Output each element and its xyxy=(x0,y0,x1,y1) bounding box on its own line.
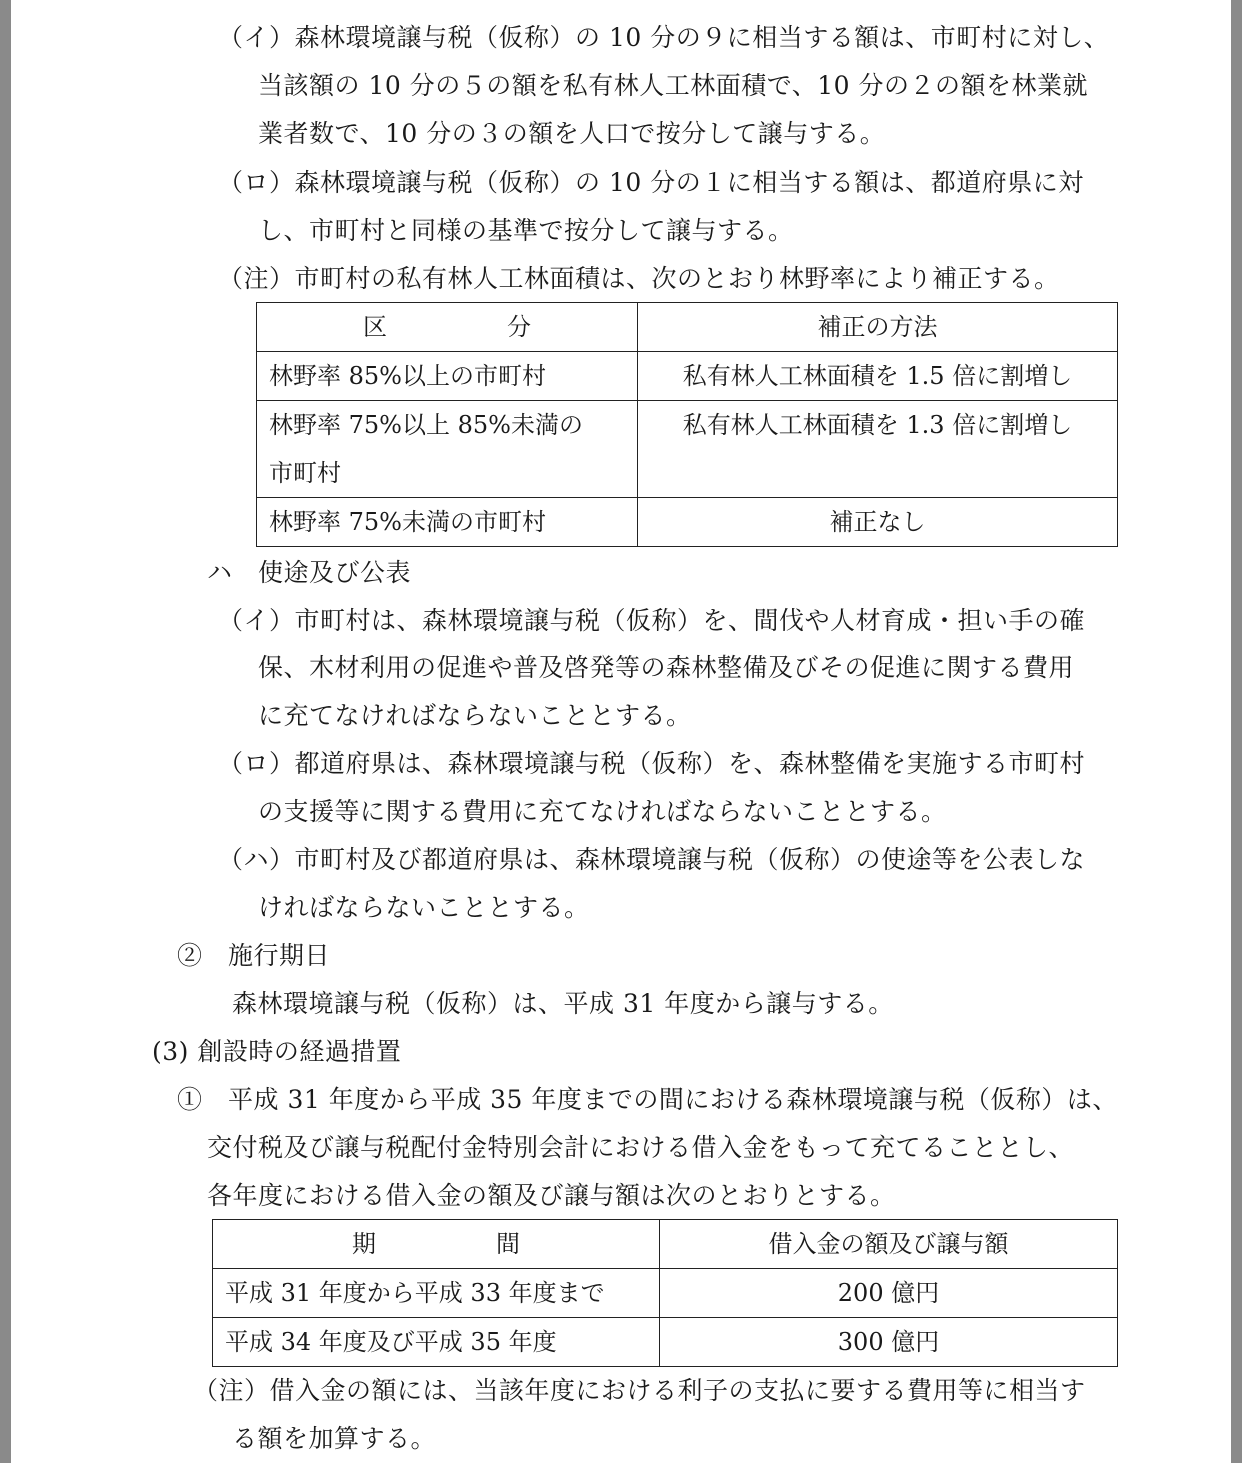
transitional-line2: 交付税及び譲与税配付金特別会計における借入金をもって充てることとし、 xyxy=(207,1133,1075,1162)
para-ro-line1: （ロ）森林環境譲与税（仮称）の 10 分の１に相当する額は、都道府県に対 xyxy=(218,168,1084,197)
correction-table xyxy=(256,302,1118,547)
table-row xyxy=(257,498,1118,547)
use-i-line3: に充てなければならないこととする。 xyxy=(258,701,692,730)
borrowing-table xyxy=(212,1219,1118,1367)
effective-date-body: 森林環境譲与税（仮称）は、平成 31 年度から譲与する。 xyxy=(232,989,894,1018)
use-ha-line2: ければならないこととする。 xyxy=(258,893,590,922)
row3-method: 補正なし xyxy=(638,498,1118,547)
para-ro-line2: し、市町村と同様の基準で按分して譲与する。 xyxy=(258,216,794,245)
note-interest-line2: る額を加算する。 xyxy=(232,1424,437,1453)
row3-category: 林野率 75%未満の市町村 xyxy=(257,498,638,547)
row1-category: 林野率 85%以上の市町村 xyxy=(257,352,638,401)
use-ha-line1: （ハ）市町村及び都道府県は、森林環境譲与税（仮称）の使途等を公表しな xyxy=(218,845,1086,874)
row2-period: 平成 34 年度及び平成 35 年度 xyxy=(213,1318,660,1367)
page-edge-right xyxy=(1231,0,1242,1463)
header-amount: 借入金の額及び譲与額 xyxy=(660,1220,1118,1269)
table-row xyxy=(257,352,1118,401)
table-header-row xyxy=(213,1220,1118,1269)
note-forest-ratio: （注）市町村の私有林人工林面積は、次のとおり林野率により補正する。 xyxy=(218,264,1060,293)
table-row xyxy=(213,1269,1118,1318)
transitional-line3: 各年度における借入金の額及び譲与額は次のとおりとする。 xyxy=(207,1181,896,1210)
para-i-line1: （イ）森林環境譲与税（仮称）の 10 分の９に相当する額は、市町村に対し、 xyxy=(218,23,1110,52)
heading-use-and-publication: ハ 使途及び公表 xyxy=(207,558,412,587)
para-i-line2: 当該額の 10 分の５の額を私有林人工林面積で、10 分の２の額を林業就 xyxy=(258,71,1088,100)
header-period: 期 間 xyxy=(213,1220,660,1269)
transitional-line1: ① 平成 31 年度から平成 35 年度までの間における森林環境譲与税（仮称）は、 xyxy=(177,1085,1118,1114)
row2-category-line2: 市町村 xyxy=(269,459,341,487)
use-i-line1: （イ）市町村は、森林環境譲与税（仮称）を、間伐や人材育成・担い手の確 xyxy=(218,606,1086,635)
para-i-line3: 業者数で、10 分の３の額を人口で按分して譲与する。 xyxy=(258,119,886,148)
use-ro-line2: の支援等に関する費用に充てなければならないこととする。 xyxy=(258,797,947,826)
header-kubun: 区 分 xyxy=(257,303,638,352)
row1-period: 平成 31 年度から平成 33 年度まで xyxy=(213,1269,660,1318)
row2-category xyxy=(257,401,638,498)
use-i-line2: 保、木材利用の促進や普及啓発等の森林整備及びその促進に関する費用 xyxy=(258,653,1075,682)
table-header-row xyxy=(257,303,1118,352)
header-method: 補正の方法 xyxy=(638,303,1118,352)
page-edge-left xyxy=(0,0,11,1463)
row1-amount: 200 億円 xyxy=(660,1269,1118,1318)
table-row xyxy=(257,401,1118,498)
row1-method: 私有林人工林面積を 1.5 倍に割増し xyxy=(638,352,1118,401)
table-row xyxy=(213,1318,1118,1367)
row2-amount: 300 億円 xyxy=(660,1318,1118,1367)
row2-method: 私有林人工林面積を 1.3 倍に割増し xyxy=(638,401,1118,498)
heading-transitional-measures: (3) 創設時の経過措置 xyxy=(152,1037,402,1066)
heading-effective-date: ② 施行期日 xyxy=(177,941,331,970)
note-interest-line1: （注）借入金の額には、当該年度における利子の支払に要する費用等に相当す xyxy=(193,1376,1086,1405)
row2-category-line1: 林野率 75%以上 85%未満の xyxy=(269,411,583,439)
use-ro-line1: （ロ）都道府県は、森林環境譲与税（仮称）を、森林整備を実施する市町村 xyxy=(218,749,1086,778)
